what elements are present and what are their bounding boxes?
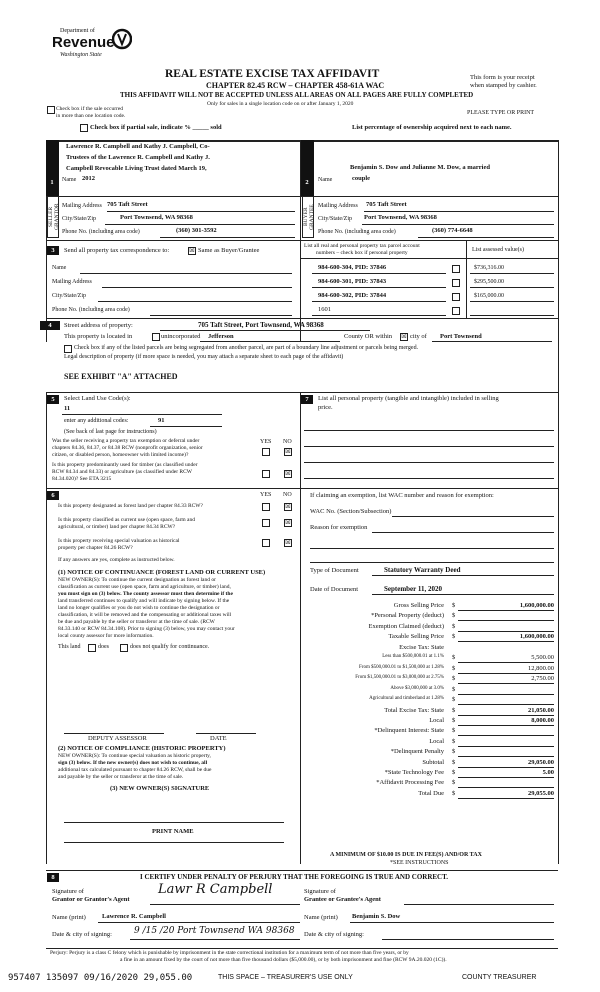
tax-row-label: *Delinquent Interest: State	[374, 727, 444, 735]
grantee-mail[interactable]: 705 Taft Street	[366, 201, 407, 208]
tax-row-label: Total Excise Tax: State	[384, 706, 444, 714]
grantee-date-label: Date & city of signing:	[304, 931, 364, 938]
notice1-l4: land transferred continues to qualify and will indicate by signing below. If the	[58, 598, 230, 604]
tax-row-label: From $500,000.01 to $1,500,000 at 1.28%	[359, 664, 444, 670]
parcel-1[interactable]: 984-600-304, PID: 37846	[318, 264, 387, 271]
notice1-l9: local county assessor for more information.	[58, 633, 154, 639]
only-for: Only for sales in a single location code on or after January 1, 2020	[207, 101, 354, 107]
this-land-label: This land	[58, 644, 81, 650]
s5-q1-line3: citizen, or disabled person, homeowner with limited income)?	[52, 452, 189, 458]
parcel-4-checkbox[interactable]	[452, 307, 460, 315]
does-label: does	[98, 644, 109, 650]
tax-row-currency: $	[452, 748, 456, 756]
city-name[interactable]: Port Townsend	[440, 333, 482, 340]
s5-q1-line2: chapters 84.36, 84.37, or 84.38 RCW (nonprofit organization, senior	[52, 445, 203, 451]
treasurer-space: THIS SPACE – TREASURER'S USE ONLY	[218, 974, 353, 981]
perjury-line1: Perjury: Perjury is a class C felony which is punishable by imprisonment in the state correctional institution for a maximum term of not more than five years, or by	[50, 950, 409, 956]
notice1-l8: 84.33.140 or RCW 84.34.108). Prior to signing (3) below, you may contact your	[58, 626, 235, 632]
grantor-date-label: Date & city of signing:	[52, 931, 112, 938]
form-title: REAL ESTATE EXCISE TAX AFFIDAVIT	[165, 68, 380, 80]
street-address[interactable]: 705 Taft Street, Port Townsend, WA 98368	[198, 321, 324, 329]
s5-q2-line1: Is this property predominantly used for timber (as classified under	[52, 462, 198, 468]
section-3-badge: 3	[47, 246, 59, 255]
unincorporated-label: unincorporated	[161, 333, 201, 340]
tax-row-label: Above $3,000,000 at 3.0%	[390, 685, 444, 691]
multi-location-label2: in more than one location code.	[56, 113, 126, 119]
street-label: Street address of property:	[64, 322, 133, 329]
tax-row-label: Taxable Selling Price	[388, 633, 444, 641]
multi-location-label1: Check box if the sale occurred	[56, 106, 124, 112]
s6-q3-yes[interactable]	[262, 539, 270, 547]
doc-type[interactable]: Statutory Warranty Deed	[384, 566, 461, 574]
tax-row-currency: $	[452, 716, 456, 724]
parcel-1-checkbox[interactable]	[452, 265, 460, 273]
new-owner-signature: (3) NEW OWNER(S) SIGNATURE	[110, 785, 210, 792]
s6-q2-line1: Is this property classified as current use (open space, farm and	[58, 517, 195, 523]
if-yes: If any answers are yes, complete as instructed below.	[58, 557, 175, 563]
s5-q1-line1: Was the seller receiving a property tax exemption or deferral under	[52, 438, 200, 444]
reason-label: Reason for exemption	[310, 524, 368, 531]
receipt-line1: This form is your receipt	[470, 74, 535, 81]
within-city-checkbox[interactable]: ☒	[401, 334, 407, 340]
s6-q1-yes[interactable]	[262, 503, 270, 511]
minimum-due: A MINIMUM OF $10.00 IS DUE IN FEE(S) AND/OR TAX	[330, 852, 482, 858]
grantor-city[interactable]: Port Townsend, WA 98368	[120, 214, 193, 221]
grantor-name-line2: Trustees of the Lawrence R. Campbell and Kathy J.	[66, 154, 210, 161]
grantor-signature[interactable]: Lawr R Campbell	[158, 882, 273, 897]
tax-row-value[interactable]: 29,050.00	[528, 758, 554, 766]
tax-row-currency: $	[452, 768, 456, 776]
tax-row-value[interactable]: 1,600,000.00	[519, 633, 554, 641]
notice1-l7: be due and payable by the seller or transferor at the time of sale. (RCW	[58, 619, 215, 625]
revenue-logo	[52, 26, 132, 66]
segregate-checkbox[interactable]	[64, 345, 72, 353]
notice1-title: (1) NOTICE OF CONTINUANCE (FOREST LAND OR CURRENT USE)	[58, 569, 266, 576]
parcel-head2: numbers – check box if personal property	[316, 250, 408, 256]
grantor-sig-label2: Grantor or Grantor's Agent	[52, 896, 130, 903]
grantee-phone-label: Phone No. (including area code)	[318, 229, 396, 235]
tax-row-label: From $1,500,000.01 to $3,000,000 at 2.75%	[355, 675, 444, 680]
same-as-buyer-label: Same as Buyer/Grantee	[198, 247, 260, 254]
tax-row-currency: $	[452, 675, 456, 682]
treasurer-stamp: 957407 135097 09/16/2020 29,055.00	[8, 973, 193, 983]
tax-row-label: Gross Selling Price	[393, 602, 444, 609]
parcel-1-value[interactable]: $736,316.00	[474, 265, 504, 271]
tax-row-currency: $	[452, 696, 456, 703]
section-6-badge: 6	[47, 491, 59, 500]
tax-row-currency: $	[452, 789, 456, 797]
print-name-label: PRINT NAME	[152, 828, 194, 835]
s5-q2-line2: RCW 84.34 and 84.33) or agriculture (as classified under RCW	[52, 469, 192, 475]
county-name[interactable]: Jefferson	[208, 333, 234, 340]
tax-row-label: Excise Tax: State	[399, 643, 444, 651]
personal-property-line1: List all personal property (tangible and intangible) included in selling	[318, 395, 499, 402]
s5-no: NO	[283, 439, 292, 445]
grantee-name-line1: Benjamin S. Dow and Julianne M. Dow, a married	[350, 164, 490, 171]
s6-no: NO	[283, 492, 292, 498]
grantee-name-print[interactable]: Benjamin S. Dow	[352, 913, 401, 920]
tax-row-value[interactable]: 5.00	[542, 768, 554, 776]
s6-q2-yes[interactable]	[262, 519, 270, 527]
tax-row-currency: $	[452, 664, 456, 672]
tax-row-value[interactable]: 12,800.00	[528, 664, 554, 672]
wa-logo-icon	[112, 28, 132, 50]
form-chapter: CHAPTER 82.45 RCW – CHAPTER 458-61A WAC	[206, 81, 385, 90]
section-2-badge: 2	[302, 178, 312, 187]
tax-row-currency: $	[452, 685, 456, 693]
does-not-checkbox[interactable]	[120, 644, 128, 652]
logo-line3: Washington State	[60, 52, 102, 58]
tax-row-currency: $	[452, 622, 456, 630]
grantor-name-line3: Campbell Revocable Living Trust dated March 19,	[66, 165, 207, 172]
grantor-phone[interactable]: (360) 301-3592	[176, 227, 217, 234]
segregate-label: Check box if any of the listed parcels are being segregated from another parcel, are part of a boundary line adjustment or parcels being merged.	[74, 345, 419, 351]
tax-row-currency: $	[452, 779, 456, 787]
parcel-2[interactable]: 984-600-301, PID: 37843	[318, 278, 387, 285]
grantor-mail-label: Mailing Address	[62, 203, 102, 209]
parcel-2-value[interactable]: $295,500.00	[474, 279, 504, 285]
grantee-phone[interactable]: (360) 774-6648	[432, 227, 473, 234]
buyer-grantee-tab: BUYER GRANTEE	[302, 196, 314, 238]
land-use-label: Select Land Use Code(s):	[64, 395, 131, 402]
grantee-name-print-label: Name (print)	[304, 914, 338, 921]
additional-codes-label: enter any additional codes:	[64, 418, 129, 424]
section-7-badge: 7	[301, 395, 313, 404]
wac-label: WAC No. (Section/Subsection)	[310, 508, 392, 515]
deputy-date: DATE	[210, 735, 227, 742]
notice2-title: (2) NOTICE OF COMPLIANCE (HISTORIC PROPERTY)	[58, 745, 226, 752]
tax-row-currency: $	[452, 727, 456, 735]
form-warning: THIS AFFIDAVIT WILL NOT BE ACCEPTED UNLESS ALL AREAS ON ALL PAGES ARE FULLY COMPLETED	[120, 91, 474, 99]
county-or-label: County OR within	[344, 333, 393, 340]
notice1-l5: land no longer qualifies or you do not wish to continue the designation or	[58, 605, 220, 611]
tax-row-value[interactable]: 1,600,000.00	[519, 602, 554, 609]
notice1-l2: classification as current use (open space, farm and agriculture, or timber) land,	[58, 584, 231, 590]
notice2-l1: NEW OWNER(S): To continue special valuation as historic property,	[58, 753, 211, 759]
section-8-badge: 8	[47, 873, 59, 882]
logo-line2: Revenue	[52, 34, 115, 51]
tax-row-currency: $	[452, 737, 456, 745]
s6-q3-line2: property per chapter 84.26 RCW?	[58, 545, 133, 551]
notice2-l4: and payable by the seller or transferor at the time of sale.	[58, 774, 184, 780]
tax-row-currency: $	[452, 654, 456, 661]
notice1-l3: you must sign on (3) below. The county assessor must then determine if the	[58, 591, 233, 597]
please-print: PLEASE TYPE OR PRINT	[467, 110, 535, 116]
grantor-name-line4: 2012	[82, 175, 95, 182]
grantee-name-line2: couple	[352, 175, 371, 182]
tax-row-currency: $	[452, 633, 456, 641]
multi-location-checkbox[interactable]	[47, 106, 55, 114]
see-back: (See back of last page for instructions)	[64, 429, 157, 435]
tax-row-currency: $	[452, 602, 456, 609]
parcel-3-value[interactable]: $165,000.00	[474, 293, 504, 299]
s5-q1-yes[interactable]	[262, 448, 270, 456]
tax-row-label: Subtotal	[422, 758, 444, 766]
s6-q3-no[interactable]: ☒	[285, 540, 291, 546]
see-instructions: *SEE INSTRUCTIONS	[390, 860, 449, 866]
notice1-l1: NEW OWNER(S): To continue the current designation as forest land or	[58, 577, 216, 583]
does-checkbox[interactable]	[88, 644, 96, 652]
s5-q2-no[interactable]: ☒	[285, 471, 291, 477]
county-treasurer: COUNTY TREASURER	[462, 974, 537, 981]
tax-row-label: Total Due	[418, 789, 444, 797]
s6-q2-line2: agricultural, or timber) land per chapter 84.34 RCW?	[58, 524, 176, 530]
tax-row-value[interactable]: 5,500.00	[531, 654, 554, 661]
legal-label: Legal description of property (if more space is needed, you may attach a separate sheet to each page of the affidavit)	[64, 354, 344, 360]
s5-yes: YES	[260, 439, 272, 445]
tax-row-value[interactable]: 21,050.00	[528, 706, 554, 714]
tax-row-label: Local	[429, 737, 444, 745]
personal-property-line2: price.	[318, 404, 333, 411]
grantee-mail-label: Mailing Address	[318, 203, 358, 209]
s5-q2-line3: 84.34.020)? See ETA 3215	[52, 476, 112, 482]
section-5-badge: 5	[47, 395, 59, 404]
tax-row-label: Less than $500,000.01 at 1.1%	[382, 654, 444, 659]
notice1-l6: classification, it will be removed and the compensating or additional taxes will	[58, 612, 232, 618]
grantor-name-line1: Lawrence R. Campbell and Kathy J. Campbell, Co-	[66, 143, 210, 150]
list-percentage: List percentage of ownership acquired next to each name.	[352, 124, 512, 131]
doc-type-label: Type of Document	[310, 567, 359, 574]
parcel-2-checkbox[interactable]	[452, 279, 460, 287]
s3-phone-label: Phone No. (including area code)	[52, 307, 130, 313]
notice2-l2: sign (3) below. If the new owner(s) does not wish to continue, all	[58, 760, 208, 766]
doc-date-label: Date of Document	[310, 586, 359, 593]
parcel-3-checkbox[interactable]	[452, 293, 460, 301]
notice2-l3: additional tax calculated pursuant to chapter 84.26 RCW, shall be due	[58, 767, 212, 773]
grantor-name-print[interactable]: Lawrence R. Campbell	[102, 913, 166, 920]
exemption-label: If claiming an exemption, list WAC number and reason for exemption:	[310, 492, 494, 499]
assessed-head: List assessed value(s)	[472, 247, 524, 253]
s5-q1-no[interactable]: ☒	[285, 449, 291, 455]
parcel-3[interactable]: 984-600-302, PID: 37844	[318, 292, 387, 299]
s3-name-label: Name	[52, 265, 67, 271]
s3-mail-label: Mailing Address	[52, 279, 92, 285]
tax-row-label: Agricultural and timberland at 1.28%	[369, 696, 444, 701]
partial-sale-checkbox[interactable]	[80, 124, 88, 132]
land-use-code[interactable]: 11	[64, 405, 71, 412]
same-as-buyer-checkbox[interactable]: ☒	[189, 248, 195, 254]
certify: I CERTIFY UNDER PENALTY OF PERJURY THAT THE FOREGOING IS TRUE AND CORRECT.	[140, 873, 449, 881]
grantor-mail[interactable]: 705 Taft Street	[107, 201, 148, 208]
section-1-badge: 1	[47, 178, 57, 187]
seller-grantor-tab: SELLER GRANTOR	[47, 196, 59, 238]
tax-row-currency: $	[452, 706, 456, 714]
grantor-sig-label1: Signature of	[52, 888, 84, 895]
grantee-city-label: City/State/Zip	[318, 216, 352, 222]
receipt-line2: when stamped by cashier.	[470, 82, 537, 89]
tax-row-currency: $	[452, 612, 456, 620]
section-4-badge: 4	[40, 321, 60, 330]
s5-q2-yes[interactable]	[262, 470, 270, 478]
deputy-assessor: DEPUTY ASSESSOR	[88, 735, 147, 742]
tax-row-label: *State Technology Fee	[384, 768, 444, 776]
does-not-label: does not qualify for continuance.	[130, 644, 210, 650]
tax-row-label: Local	[429, 716, 444, 724]
tax-row-currency: $	[452, 758, 456, 766]
tax-row-label: *Affidavit Processing Fee	[376, 779, 444, 787]
grantor-phone-label: Phone No. (including area code)	[62, 229, 140, 235]
s6-q1-no[interactable]: ☒	[285, 504, 291, 510]
s6-q2-no[interactable]: ☒	[285, 520, 291, 526]
s6-q3-line1: Is this property receiving special valuation as historical	[58, 538, 180, 544]
additional-code[interactable]: 91	[158, 417, 165, 424]
grantee-sig-label1: Signature of	[304, 888, 336, 895]
tax-row-label: Exemption Claimed (deduct)	[368, 622, 444, 630]
grantee-city[interactable]: Port Townsend, WA 98368	[364, 214, 437, 221]
located-label: This property is located in	[64, 333, 133, 340]
perjury-line2: a fine in an amount fixed by the court of not more than five thousand dollars ($5,000.00), or by both imprisonment and fine (RCW 9A.20.020 (1C)).	[120, 957, 447, 963]
partial-sale-label: Check box if partial sale, indicate % _____ sold	[90, 124, 222, 131]
city-of-label: city of	[410, 333, 427, 340]
grantee-sig-label2: Grantee or Grantee's Agent	[304, 896, 381, 903]
tax-row-label: *Delinquent Penalty	[390, 748, 444, 756]
grantor-city-label: City/State/Zip	[62, 216, 96, 222]
s6-q1: Is this property designated as forest land per chapter 84.33 RCW?	[58, 503, 203, 509]
grantor-name-print-label: Name (print)	[52, 914, 86, 921]
logo-line1: Department of	[60, 28, 95, 34]
grantee-name-label: Name	[318, 177, 333, 183]
parcel-4[interactable]: 1601	[318, 306, 331, 313]
send-correspondence: Send all property tax correspondence to:	[64, 247, 170, 254]
unincorporated-checkbox[interactable]	[152, 333, 160, 341]
grantor-name-label: Name	[62, 177, 77, 183]
parcel-head1: List all real and personal property tax parcel account	[304, 243, 420, 249]
tax-row-value[interactable]: 8,000.00	[531, 716, 554, 724]
see-exhibit: SEE EXHIBIT "A" ATTACHED	[64, 372, 178, 381]
s6-yes: YES	[260, 492, 272, 498]
tax-row-label: *Personal Property (deduct)	[371, 612, 444, 620]
doc-date[interactable]: September 11, 2020	[384, 585, 443, 593]
tax-row-value[interactable]: 2,750.00	[531, 675, 554, 682]
s3-city-label: City/State/Zip	[52, 293, 86, 299]
grantor-date-city[interactable]: 9 /15 /20 Port Townsend WA 98368	[134, 926, 295, 936]
tax-row-value[interactable]: 29,055.00	[528, 789, 554, 797]
